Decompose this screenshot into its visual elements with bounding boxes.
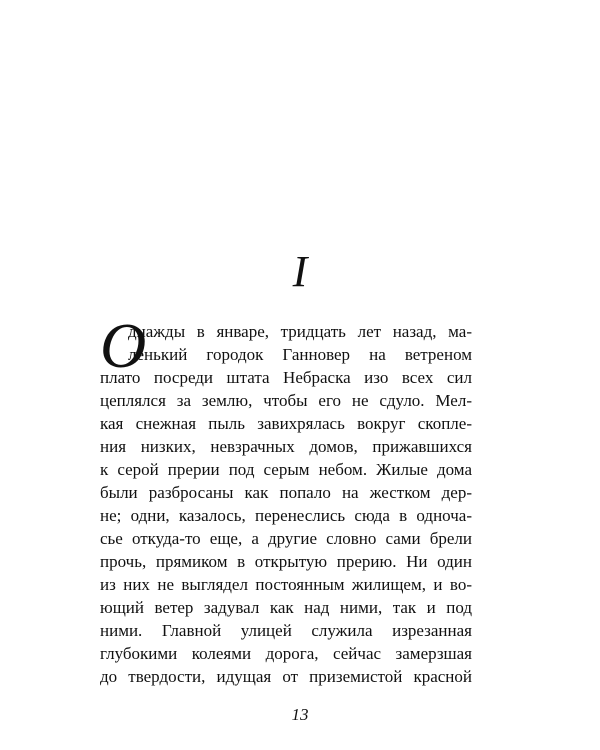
text-line: кая снежная пыль завихрялась вокруг скопле-	[100, 414, 472, 433]
drop-cap: О	[100, 310, 147, 381]
text-line: прочь, прямиком в открытую прерию. Ни один	[100, 552, 472, 571]
text-line: ния низких, невзрачных домов, прижавшихся	[100, 437, 472, 456]
page-number: 13	[291, 705, 309, 724]
text-line: сье откуда-то еще, а другие словно сами брели	[100, 529, 472, 548]
text-line: ними. Главной улицей служила изрезанная	[100, 621, 472, 640]
text-line: глубокими колеями дорога, сейчас замерзшая	[100, 644, 472, 663]
chapter-heading: I	[292, 247, 308, 296]
text-line: до твердости, идущая от приземистой красной	[100, 667, 472, 686]
text-line: были разбросаны как попало на жестком дер-	[100, 483, 472, 502]
text-line: плато посреди штата Небраска изо всех сил	[100, 368, 472, 387]
text-line: ленький городок Ганновер на ветреном	[128, 345, 472, 364]
text-line: ющий ветер задувал как над ними, так и под	[100, 598, 472, 617]
text-line: не; одни, казалось, перенеслись сюда в одноча-	[100, 506, 472, 525]
body-text	[100, 320, 472, 688]
text-line: из них не выглядел постоянным жилищем, и во-	[100, 575, 472, 594]
text-line: цеплялся за землю, чтобы его не сдуло. Мел-	[100, 391, 472, 410]
text-line: днажды в январе, тридцать лет назад, ма-	[128, 322, 472, 341]
text-line: к серой прерии под серым небом. Жилые дома	[100, 460, 472, 479]
